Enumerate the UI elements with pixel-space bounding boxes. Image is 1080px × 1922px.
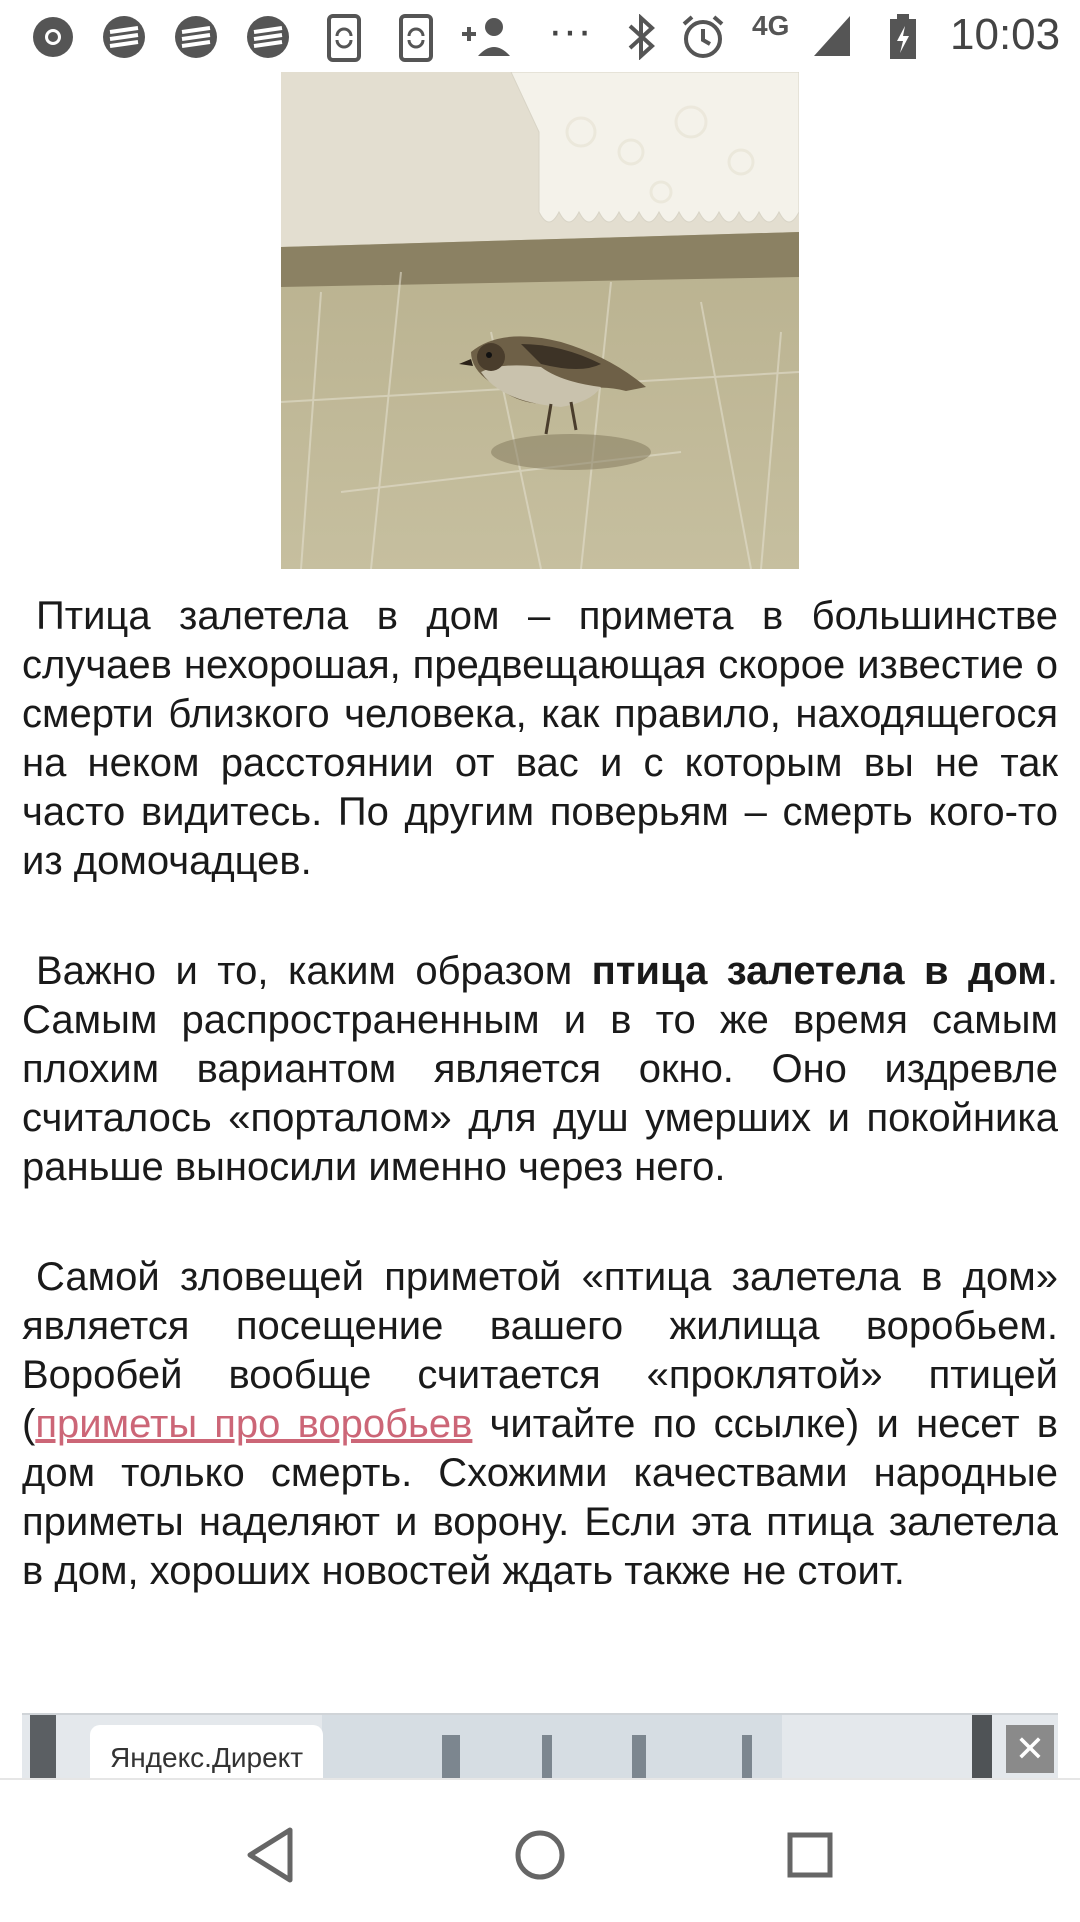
status-bar [0, 0, 1080, 72]
ad-label: Яндекс.Директ [90, 1725, 323, 1791]
paragraph-2-start: Важно и то, каким образом [36, 949, 592, 993]
article-image [281, 72, 799, 569]
paragraph-1 [22, 592, 1058, 886]
paragraph-2-bold: птица залетела в дом [591, 949, 1047, 993]
chrome-icon [30, 14, 76, 60]
ad-close-button[interactable]: ✕ [1006, 1725, 1054, 1773]
sync-phone-icon [326, 14, 362, 62]
article-body [22, 592, 1058, 1657]
battery-icon [888, 14, 918, 60]
overflow-indicator: ··· [548, 6, 592, 55]
sparrow-omens-link[interactable]: приметы про воробьев [35, 1402, 473, 1446]
paragraph-2-end: . Самым распространенным и в то же время самым плохим вариантом является окно. Оно издревле считалось «порталом» для душ умерших и покойника раньше выносили именно через него. [22, 949, 1058, 1189]
sber-icon [172, 14, 220, 60]
sparrow-photo [281, 72, 799, 569]
navigation-bar [0, 1778, 1080, 1922]
paragraph-3 [22, 1253, 1058, 1596]
add-person-icon [460, 14, 514, 58]
home-icon[interactable] [505, 1820, 575, 1890]
sber-icon [100, 14, 148, 60]
back-icon[interactable] [235, 1820, 305, 1890]
clock: 10:03 [950, 10, 1061, 59]
network-type: 4G [752, 10, 790, 41]
paragraph-3-start: Самой зловещей приметой «птица залетела в дом» является посещение вашего жилища воробьем. Воробей вообще считается «проклятой» птицей ( [22, 1255, 1058, 1446]
alarm-icon [680, 14, 726, 60]
paragraph-3-end: читайте по ссылке) и несет в дом только смерть. Схожими качествами народные приметы наделяют и ворону. Если эта птица залетела в дом, хороших новостей ждать также не стоит. [22, 1402, 1058, 1593]
recents-icon[interactable] [775, 1820, 845, 1890]
signal-icon [812, 14, 852, 58]
sync-phone-icon [398, 14, 434, 62]
paragraph-1-text: Птица залетела в дом – примета в большинстве случаев нехорошая, предвещающая скорое известие о смерти близкого человека, как правило, находящегося на неком расстоянии от вас и с которым вы не так часто видитесь. По другим поверьям – смерть кого-то из домочадцев. [22, 594, 1058, 883]
paragraph-2 [22, 947, 1058, 1192]
sber-icon [244, 14, 292, 60]
bluetooth-icon [624, 14, 658, 60]
